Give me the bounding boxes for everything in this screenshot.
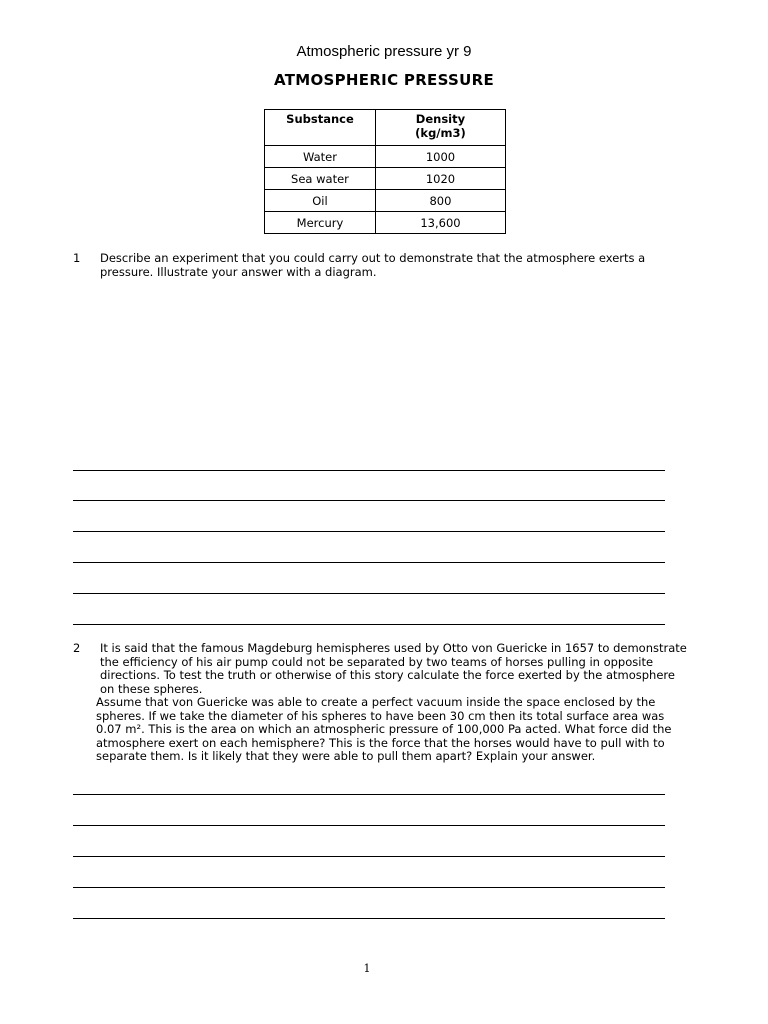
cell-density: 1000: [375, 146, 505, 168]
table-row: [265, 168, 506, 190]
table-row: [265, 212, 506, 234]
answer-line[interactable]: [73, 918, 665, 919]
cell-density: 800: [375, 190, 505, 212]
question-paragraph: Assume that von Guericke was able to create a perfect vacuum inside the space enclosed by the spheres. If we take the diameter of his spheres to have been 30 cm then its total surface area was 0.07 m². This is the area on which an atmospheric pressure of 100,000 Pa acted. What force did the atmosphere exert on each hemisphere? This is the force that the horses would have to pull with to separate them. Is it likely that they were able to pull them apart? Explain your answer.: [96, 695, 672, 763]
header-substance: Substance: [265, 110, 376, 146]
question-number: 1: [73, 251, 81, 265]
header-density-label: Density: [415, 112, 466, 126]
table-row: [265, 146, 506, 168]
answer-line[interactable]: [73, 500, 665, 501]
page-number: 1: [363, 962, 371, 975]
cell-substance: Oil: [265, 190, 376, 212]
answer-line[interactable]: [73, 624, 665, 625]
table-header-row: [265, 110, 506, 146]
header-density: [375, 110, 505, 146]
answer-line[interactable]: [73, 562, 665, 563]
answer-line[interactable]: [73, 856, 665, 857]
cell-density: 13,600: [375, 212, 505, 234]
answer-line[interactable]: [73, 593, 665, 594]
answer-line[interactable]: [73, 825, 665, 826]
answer-line[interactable]: [73, 887, 665, 888]
question-paragraph: Describe an experiment that you could carry out to demonstrate that the atmosphere exerts a pressure. Illustrate your answer with a diagram.: [100, 251, 646, 279]
answer-line[interactable]: [73, 531, 665, 532]
question-number: 2: [73, 641, 81, 655]
cell-substance: Mercury: [265, 212, 376, 234]
cell-density: 1020: [375, 168, 505, 190]
header-density-unit: (kg/m3): [415, 126, 466, 140]
cell-substance: Water: [265, 146, 376, 168]
table-row: [265, 190, 506, 212]
page-heading: ATMOSPHERIC PRESSURE: [273, 71, 494, 89]
answer-line[interactable]: [73, 470, 665, 471]
density-table: [264, 109, 506, 234]
answer-line[interactable]: [73, 794, 665, 795]
question-paragraph: It is said that the famous Magdeburg hemispheres used by Otto von Guericke in 1657 to demonstrate the efficiency of his air pump could not be separated by two teams of horses pulling in opposite directions. To test the truth or otherwise of this story calculate the force exerted by the atmosphere on these spheres.: [100, 641, 687, 696]
cell-substance: Sea water: [265, 168, 376, 190]
question-text: [96, 641, 690, 764]
question-text: [100, 252, 690, 279]
document-title: Atmospheric pressure yr 9: [296, 43, 472, 60]
